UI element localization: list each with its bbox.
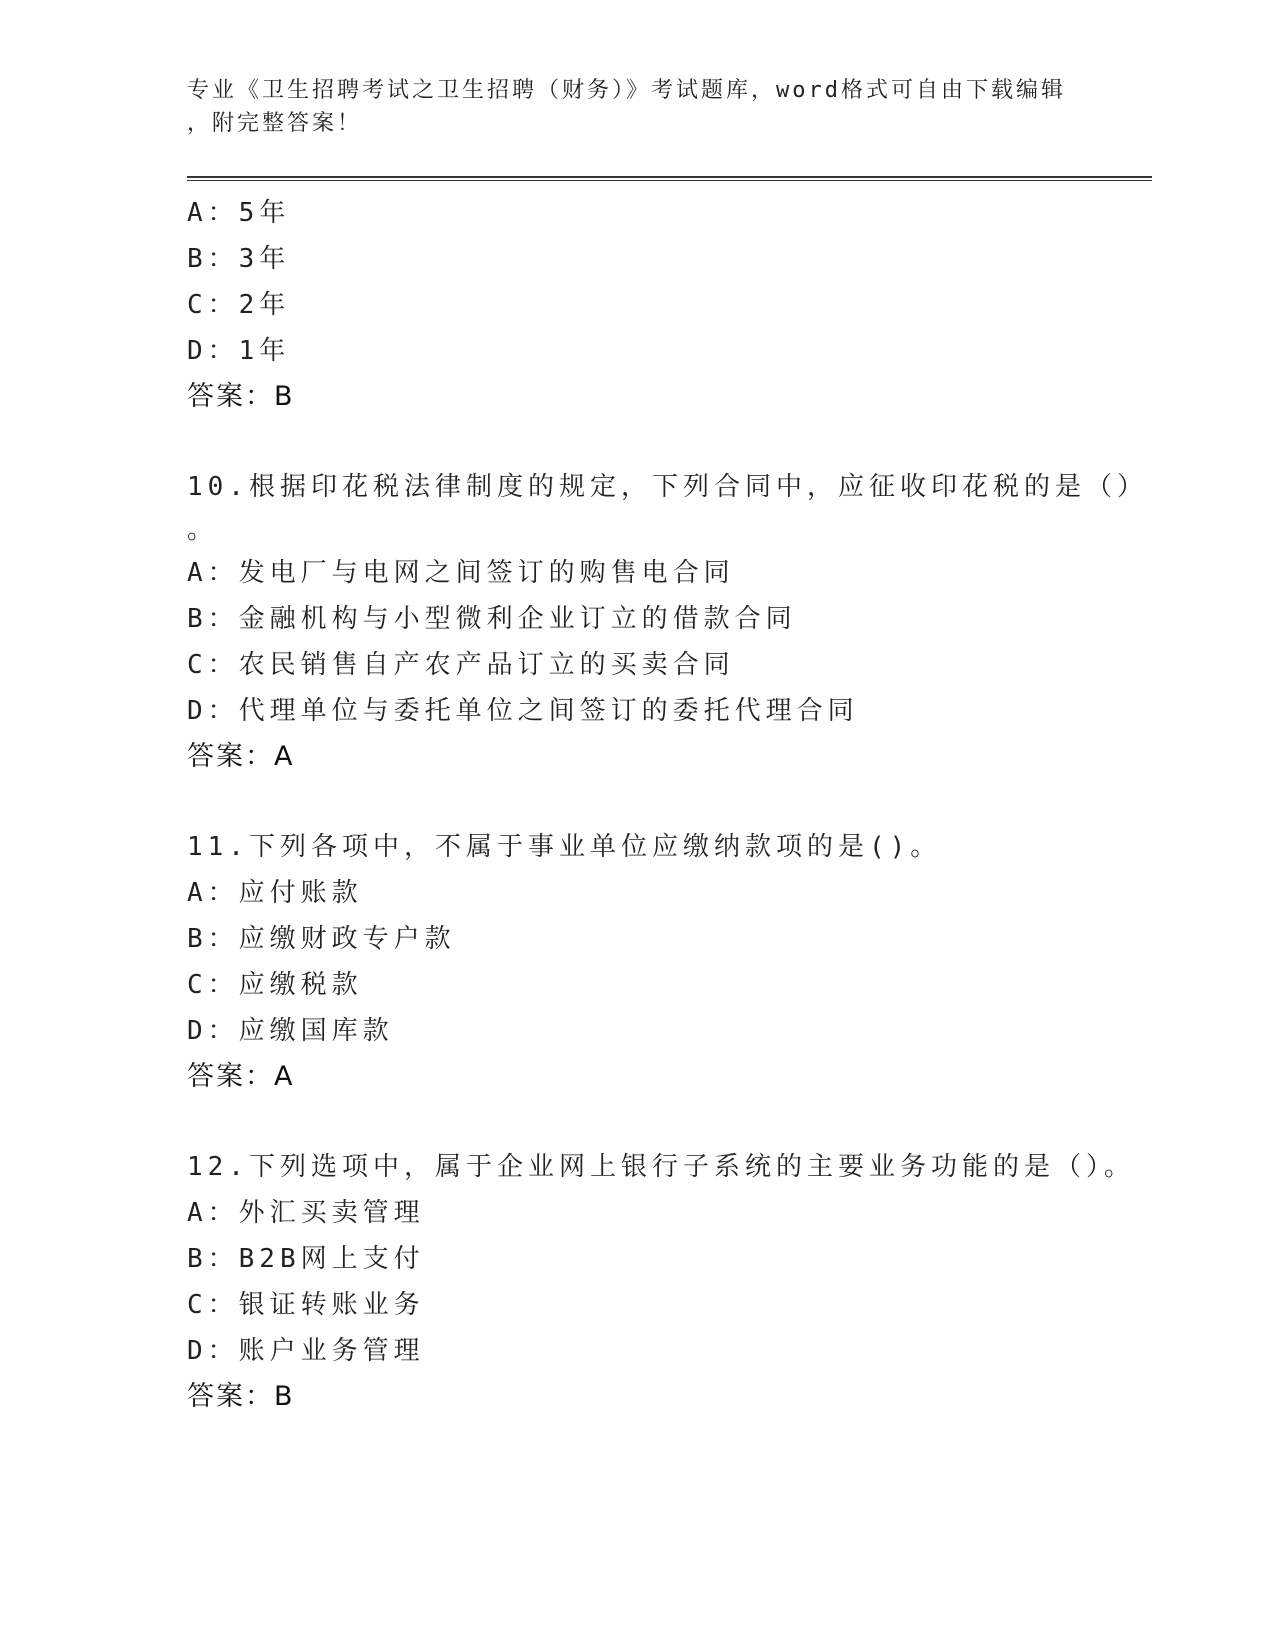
answer-line: 答案：A	[187, 741, 295, 772]
question-12	[187, 1144, 1152, 1420]
answer-line: 答案：A	[187, 1061, 295, 1092]
option-c: C：应缴税款	[187, 970, 363, 1000]
header-divider	[187, 176, 1152, 181]
question-10	[187, 464, 1152, 780]
option-c: C：农民销售自产农产品订立的买卖合同	[187, 650, 735, 680]
question-stem-continued: 。	[187, 515, 219, 545]
answer-line: 答案：B	[187, 381, 295, 412]
option-a: A：外汇买卖管理	[187, 1198, 425, 1228]
option-a: A：应付账款	[187, 878, 363, 908]
question-stem: 10.根据印花税法律制度的规定，下列合同中，应征收印花税的是（）	[187, 472, 1148, 502]
option-d: D：1年	[187, 336, 291, 366]
option-b: B：3年	[187, 244, 291, 274]
question-9	[187, 190, 1152, 420]
option-b: B：B2B网上支付	[187, 1244, 425, 1274]
option-c: C：2年	[187, 290, 291, 320]
option-b: B：金融机构与小型微利企业订立的借款合同	[187, 604, 797, 634]
option-c: C：银证转账业务	[187, 1290, 425, 1320]
header-line-2: ，附完整答案！	[187, 111, 363, 136]
option-d: D：代理单位与委托单位之间签订的委托代理合同	[187, 696, 859, 726]
option-b: B：应缴财政专户款	[187, 924, 456, 954]
header-line-1: 专业《卫生招聘考试之卫生招聘（财务）》考试题库，word格式可自由下载编辑	[187, 78, 1066, 103]
option-a: A：发电厂与电网之间签订的购售电合同	[187, 558, 735, 588]
page-header	[187, 74, 1067, 140]
answer-line: 答案：B	[187, 1381, 295, 1412]
option-d: D：账户业务管理	[187, 1336, 425, 1366]
option-d: D：应缴国库款	[187, 1016, 394, 1046]
question-stem: 12.下列选项中，属于企业网上银行子系统的主要业务功能的是（）。	[187, 1152, 1135, 1182]
option-a: A：5年	[187, 198, 291, 228]
question-list	[187, 190, 1152, 1420]
question-11	[187, 824, 1152, 1100]
question-stem: 11.下列各项中，不属于事业单位应缴纳款项的是()。	[187, 832, 942, 862]
